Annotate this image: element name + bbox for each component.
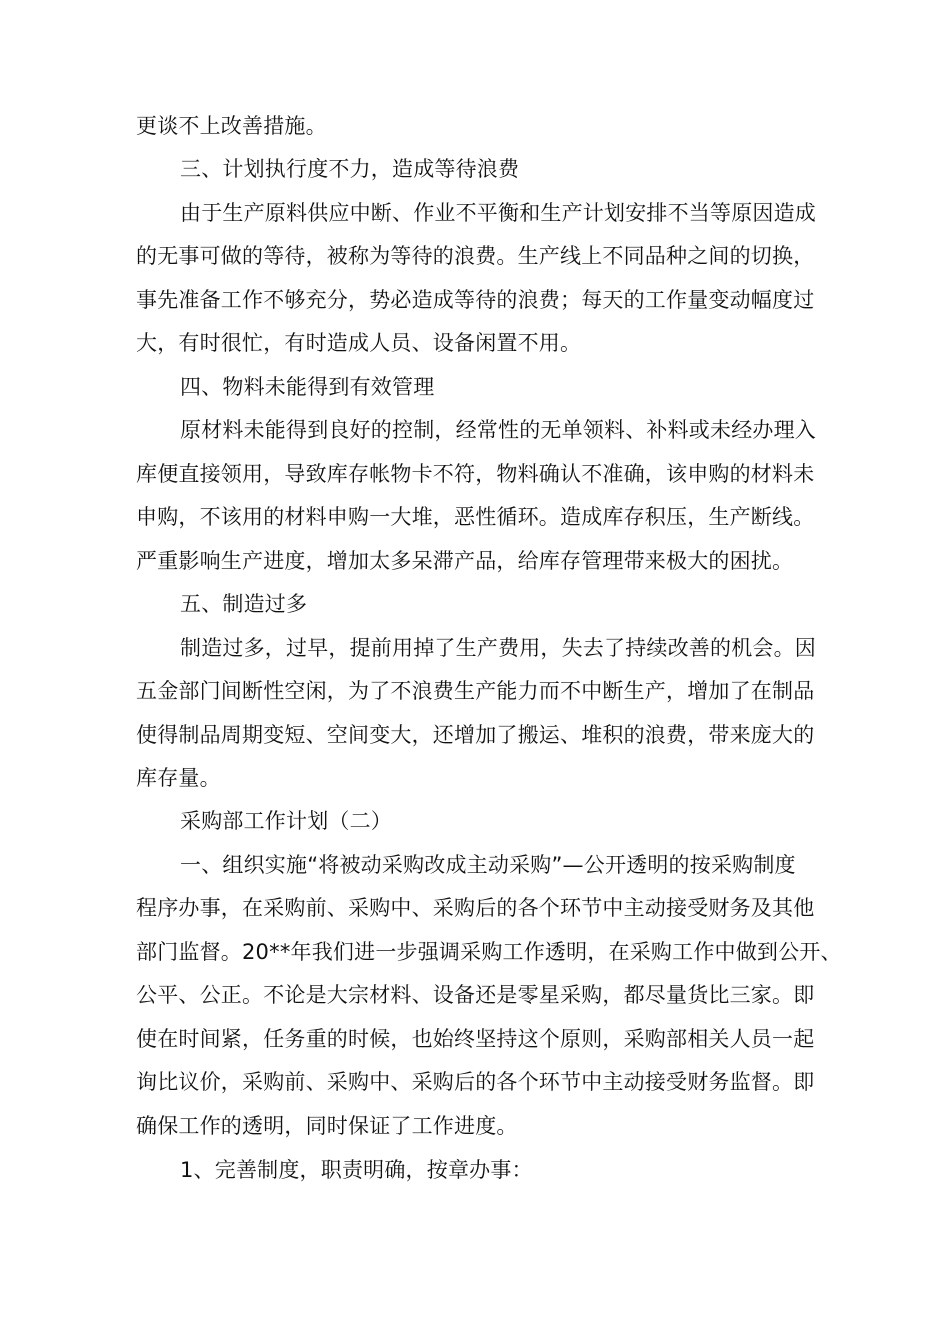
section-title: 采购部工作计划（二） xyxy=(180,809,392,833)
text-line: 更谈不上改善措施。 xyxy=(136,114,327,138)
text-line: 五金部门间断性空闲，为了不浪费生产能力而不中断生产，增加了在制品 xyxy=(136,679,815,703)
text-line: 的无事可做的等待，被称为等待的浪费。生产线上不同品种之间的切换， xyxy=(136,244,815,268)
text-line: 询比议价，采购前、采购中、采购后的各个环节中主动接受财务监督。即 xyxy=(136,1070,815,1094)
text-line: 由于生产原料供应中断、作业不平衡和生产计划安排不当等原因造成 xyxy=(180,201,816,225)
text-line: 使得制品周期变短、空间变大，还增加了搬运、堆积的浪费，带来庞大的 xyxy=(136,723,815,747)
text-line: 申购，不该用的材料申购一大堆，恶性循环。造成库存积压，生产断线。 xyxy=(136,505,815,529)
section-heading: 四、物料未能得到有效管理 xyxy=(180,375,435,399)
text-line: 库便直接领用，导致库存帐物卡不符，物料确认不准确，该申购的材料未 xyxy=(136,462,815,486)
text-line: 确保工作的透明，同时保证了工作进度。 xyxy=(136,1114,518,1138)
section-heading: 三、计划执行度不力，造成等待浪费 xyxy=(180,157,520,181)
text-line: 原材料未能得到良好的控制，经常性的无单领料、补料或未经办理入 xyxy=(180,418,816,442)
text-line: 大，有时很忙，有时造成人员、设备闲置不用。 xyxy=(136,331,582,355)
section-heading: 1、完善制度，职责明确，按章办事： xyxy=(180,1158,533,1182)
section-heading: 五、制造过多 xyxy=(180,592,308,616)
text-line: 库存量。 xyxy=(136,766,221,790)
text-line: 程序办事，在采购前、采购中、采购后的各个环节中主动接受财务及其他 xyxy=(136,896,815,920)
text-line: 制造过多，过早，提前用掉了生产费用，失去了持续改善的机会。因 xyxy=(180,636,816,660)
text-line: 事先准备工作不够充分，势必造成等待的浪费；每天的工作量变动幅度过 xyxy=(136,288,815,312)
text-line: 一、组织实施“将被动采购改成主动采购”—公开透明的按采购制度 xyxy=(180,853,796,877)
text-line: 部门监督。20**年我们进一步强调采购工作透明，在采购工作中做到公开、 xyxy=(136,940,842,964)
text-line: 使在时间紧，任务重的时候，也始终坚持这个原则，采购部相关人员一起 xyxy=(136,1027,815,1051)
text-line: 严重影响生产进度，增加太多呆滞产品，给库存管理带来极大的困扰。 xyxy=(136,549,794,573)
text-line: 公平、公正。不论是大宗材料、设备还是零星采购，都尽量货比三家。即 xyxy=(136,983,815,1007)
